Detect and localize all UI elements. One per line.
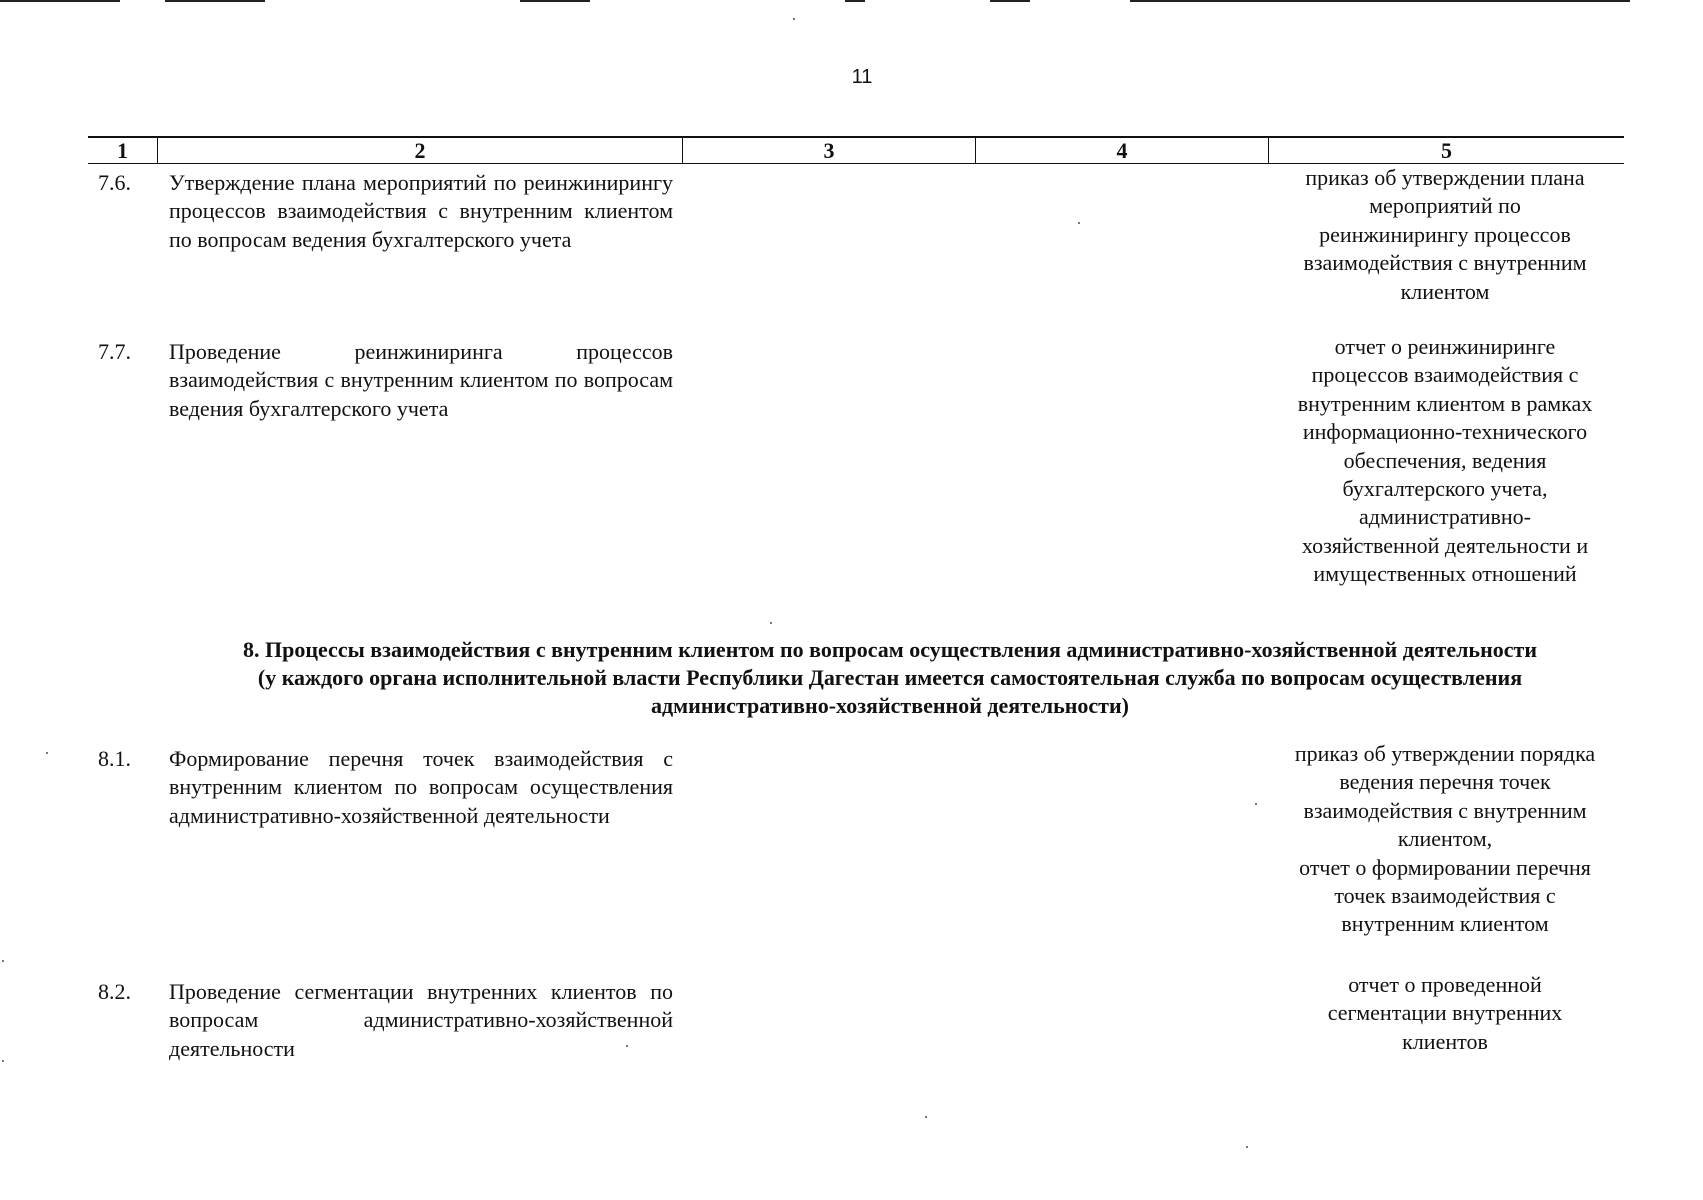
row-description: Формирование перечня точек взаимодействия с внутренним клиентом по вопросам осуществления административно-хозяйственной деятельности	[169, 746, 673, 828]
page-number: 11	[851, 66, 873, 88]
scan-edge-line	[1130, 0, 1630, 2]
row-result: приказ об утверждении порядка ведения перечня точек взаимодействия с внутренним клиентом, отчет о формировании перечня точек взаимодействия с внутренним клиентом	[1294, 741, 1596, 937]
scan-speck	[925, 1116, 927, 1118]
scan-edge-line	[165, 0, 265, 2]
table-header	[88, 136, 1624, 164]
scan-speck	[1246, 1146, 1248, 1148]
column-header-5: 5	[1268, 138, 1624, 163]
column-header-4: 4	[975, 138, 1268, 163]
scan-edge-line	[0, 0, 120, 2]
row-result: отчет о реинжиниринге процессов взаимодействия с внутренним клиентом в рамках информационно-технического обеспечения, ведения бухгалтерского учета, административно- хозяйственной деятельности и имущественных отношений	[1297, 334, 1593, 587]
column-header-1: 1	[117, 138, 128, 163]
row-number: 8.2.	[98, 979, 131, 1004]
row-description: Проведение сегментации внутренних клиентов по вопросам административно-хозяйственной деятельности	[169, 979, 673, 1061]
row-description: Проведение реинжиниринга процессов взаимодействия с внутренним клиентом по вопросам ведения бухгалтерского учета	[169, 339, 673, 421]
scan-speck	[2, 960, 4, 962]
section-heading: 8. Процессы взаимодействия с внутренним клиентом по вопросам осуществления административно-хозяйственной деятельности (у каждого органа исполнительной власти Республики Дагестан имеется самостоятельная служба по вопросам осуществления административно-хозяйственной деятельности)	[243, 637, 1537, 718]
scan-speck	[46, 752, 48, 754]
scan-speck	[1255, 803, 1257, 805]
row-number: 7.6.	[98, 170, 131, 195]
row-description: Утверждение плана мероприятий по реинжинирингу процессов взаимодействия с внутренним клиентом по вопросам ведения бухгалтерского учета	[169, 170, 673, 252]
row-result: приказ об утверждении плана мероприятий по реинжинирингу процессов взаимодействия с внутренним клиентом	[1303, 165, 1587, 304]
row-result: отчет о проведенной сегментации внутренних клиентов	[1327, 972, 1563, 1054]
column-header-3: 3	[682, 138, 975, 163]
scan-edge-line	[520, 0, 590, 2]
scan-edge-line	[845, 0, 865, 2]
scan-speck	[1078, 222, 1080, 224]
scan-speck	[2, 1060, 4, 1062]
scan-edge-line	[990, 0, 1030, 2]
scan-speck	[626, 1045, 628, 1047]
column-header-2: 2	[157, 138, 682, 163]
row-number: 8.1.	[98, 746, 131, 771]
row-number: 7.7.	[98, 339, 131, 364]
scan-speck	[770, 622, 772, 624]
scan-speck	[793, 18, 795, 20]
